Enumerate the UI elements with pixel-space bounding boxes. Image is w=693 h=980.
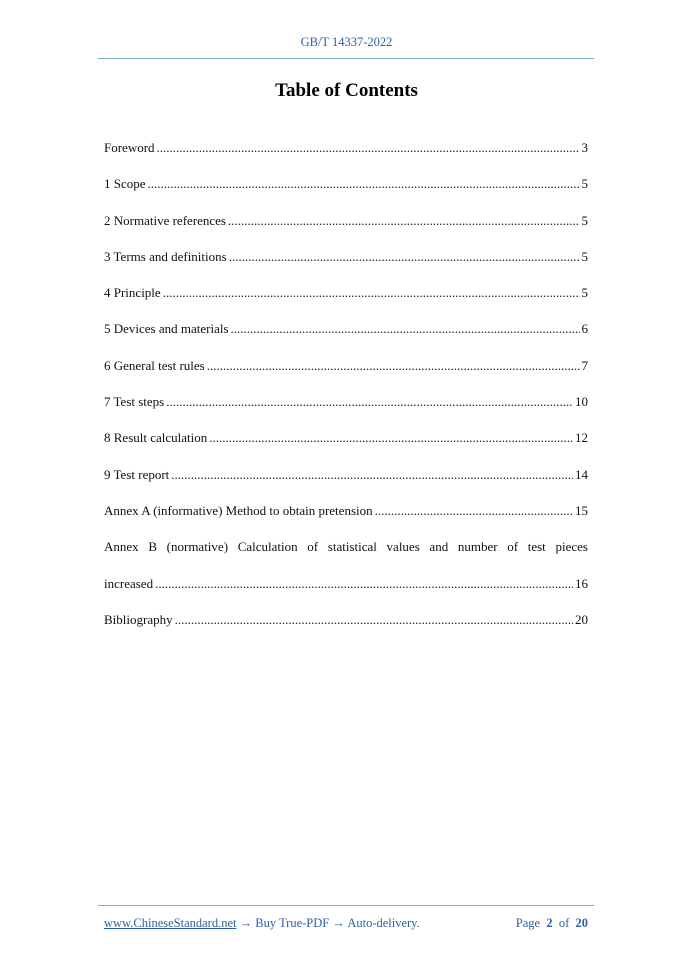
toc-entry-text: Annex A (informative) Method to obtain pretension bbox=[104, 502, 373, 518]
toc-word: (normative) bbox=[166, 539, 229, 555]
toc-entry-test-steps[interactable] bbox=[104, 384, 588, 420]
toc-entry-text: 4 Principle bbox=[104, 285, 161, 301]
toc-word: of bbox=[307, 539, 319, 555]
of-label: of bbox=[558, 916, 570, 930]
toc-entry-general-test-rules[interactable] bbox=[104, 348, 588, 384]
page-title: Table of Contents bbox=[275, 80, 418, 101]
toc-word: number bbox=[457, 539, 498, 555]
toc-entry-principle[interactable] bbox=[104, 275, 588, 311]
toc-leader-dots bbox=[166, 384, 573, 420]
toc-word: Calculation bbox=[237, 539, 298, 555]
toc-entry-text: 6 General test rules bbox=[104, 357, 205, 373]
toc-entry-page: 10 bbox=[575, 394, 588, 410]
toc-entry-foreword[interactable] bbox=[104, 130, 588, 166]
toc-word: of bbox=[507, 539, 519, 555]
toc-entry-page: 5 bbox=[581, 248, 588, 264]
toc-entry-page: 12 bbox=[575, 430, 588, 446]
table-of-contents bbox=[104, 130, 588, 638]
toc-entry-result-calculation[interactable] bbox=[104, 420, 588, 456]
toc-entry-annex-b-continued[interactable] bbox=[104, 566, 588, 602]
toc-entry-text: 5 Devices and materials bbox=[104, 321, 229, 337]
toc-entry-page: 5 bbox=[581, 212, 588, 228]
toc-entry-normative-references[interactable] bbox=[104, 203, 588, 239]
toc-entry-annex-b[interactable] bbox=[104, 529, 588, 565]
arrow-right-icon: → bbox=[239, 916, 253, 930]
toc-entry-scope[interactable] bbox=[104, 166, 588, 202]
toc-entry-page: 5 bbox=[581, 176, 588, 192]
toc-entry-text: 8 Result calculation bbox=[104, 430, 208, 446]
page-indicator bbox=[516, 916, 588, 931]
toc-word: statistical bbox=[327, 539, 377, 555]
toc-word: and bbox=[429, 539, 449, 555]
toc-leader-dots bbox=[209, 420, 573, 456]
page-current: 2 bbox=[546, 916, 553, 930]
toc-entry-text: Bibliography bbox=[104, 611, 173, 627]
page-total: 20 bbox=[575, 916, 588, 930]
toc-entry-page: 20 bbox=[575, 611, 588, 627]
toc-leader-dots bbox=[207, 348, 580, 384]
footer-divider bbox=[98, 905, 594, 906]
toc-leader-dots bbox=[228, 203, 580, 239]
toc-entry-page: 16 bbox=[575, 575, 588, 591]
toc-word: values bbox=[386, 539, 420, 555]
toc-entry-page: 15 bbox=[575, 502, 588, 518]
toc-entry-page: 6 bbox=[581, 321, 588, 337]
toc-entry-page: 14 bbox=[575, 466, 588, 482]
running-header: GB/T 14337-2022 bbox=[300, 35, 393, 49]
toc-entry-annex-a[interactable] bbox=[104, 493, 588, 529]
toc-word: test bbox=[527, 539, 546, 555]
footer-promo bbox=[104, 916, 420, 931]
toc-leader-dots bbox=[375, 493, 573, 529]
toc-entry-test-report[interactable] bbox=[104, 457, 588, 493]
website-link[interactable]: www.ChineseStandard.net bbox=[104, 916, 237, 930]
toc-word: pieces bbox=[555, 539, 588, 555]
arrow-right-icon: → bbox=[332, 916, 345, 930]
toc-entry-text: increased bbox=[104, 575, 154, 591]
toc-entry-text: 1 Scope bbox=[104, 176, 146, 192]
toc-entry-text: Foreword bbox=[104, 140, 155, 155]
toc-entry-text: 2 Normative references bbox=[104, 212, 226, 228]
toc-leader-dots bbox=[171, 457, 573, 493]
toc-leader-dots bbox=[163, 275, 580, 311]
toc-entry-text: 3 Terms and definitions bbox=[104, 248, 227, 264]
page-label: Page bbox=[515, 916, 541, 930]
toc-leader-dots bbox=[229, 239, 580, 275]
page-footer bbox=[104, 916, 588, 931]
header-divider bbox=[98, 58, 594, 59]
toc-entry-text: 7 Test steps bbox=[104, 394, 165, 410]
toc-leader-dots bbox=[157, 130, 580, 166]
toc-leader-dots bbox=[231, 311, 580, 347]
toc-entry-devices-materials[interactable] bbox=[104, 311, 588, 347]
buy-pdf-text: Buy True-PDF bbox=[255, 916, 330, 930]
toc-leader-dots bbox=[175, 602, 573, 638]
toc-entry-page: 5 bbox=[581, 285, 588, 301]
toc-word: Annex bbox=[104, 539, 139, 555]
toc-entry-terms-definitions[interactable] bbox=[104, 239, 588, 275]
toc-entry-bibliography[interactable] bbox=[104, 602, 588, 638]
toc-word: B bbox=[148, 539, 157, 555]
auto-delivery-text: Auto-delivery. bbox=[347, 916, 420, 930]
toc-entry-text-justified bbox=[104, 529, 588, 565]
toc-entry-page: 7 bbox=[581, 357, 588, 373]
toc-leader-dots bbox=[148, 166, 580, 202]
toc-entry-text: 9 Test report bbox=[104, 466, 170, 482]
toc-entry-page: 3 bbox=[581, 140, 588, 155]
toc-leader-dots bbox=[155, 566, 573, 602]
